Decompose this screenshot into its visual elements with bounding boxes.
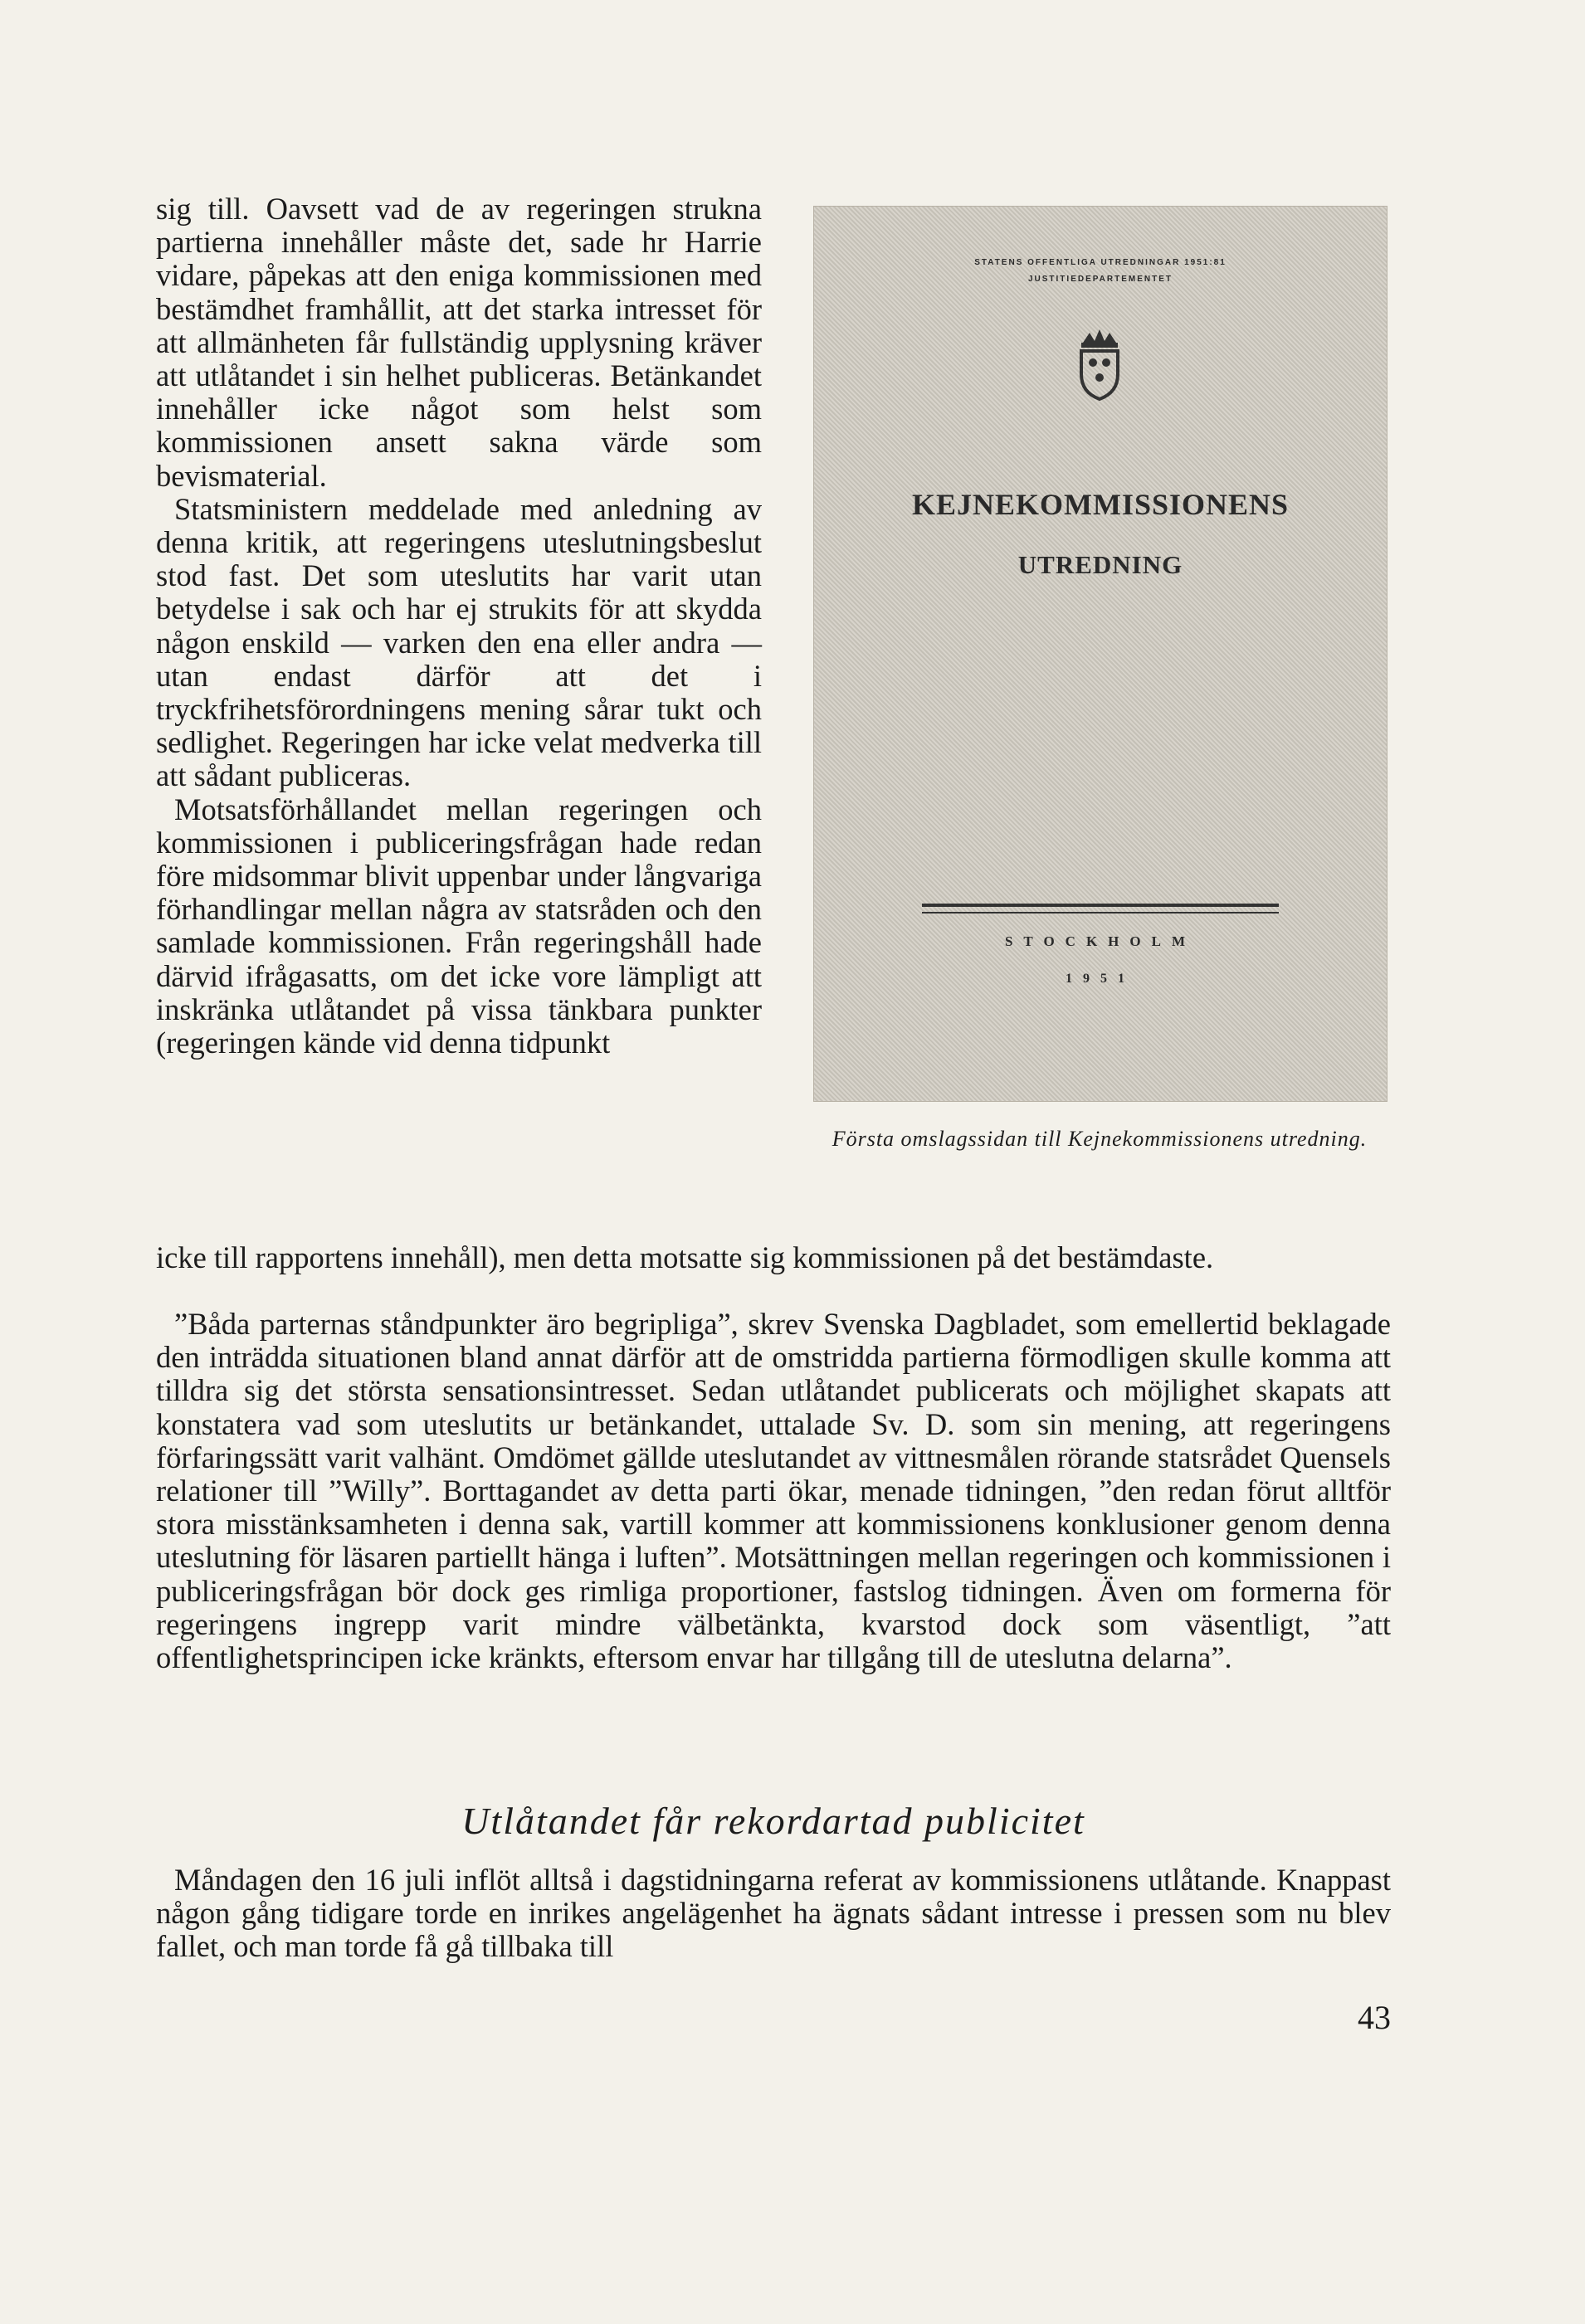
cover-year: 1951 [1066, 972, 1135, 986]
cover-header [814, 255, 1387, 288]
cover-city: STOCKHOLM [1004, 933, 1197, 949]
cover-header-line-1: STATENS OFFENTLIGA UTREDNINGAR 1951:81 [974, 258, 1227, 267]
section-heading: Utlåtandet får rekordartad publicitet [461, 1800, 1085, 1842]
figure-caption: Första omslagssidan till Kejnekommissionens utredning. [832, 1127, 1368, 1151]
paragraph-1: sig till. Oavsett vad de av regeringen strukna partierna innehåller måste det, sade hr Harrie vidare, påpekas att den eniga kommissionen med bestämdhet framhållit, att det starka intresset för att allmänheten får fullständig upplysning kräver att utlåtandet i sin helhet publiceras. Betänkandet innehåller icke något som helst som kommissionen ansett sakna värde som bevismaterial. [156, 192, 762, 493]
page-number: 43 [1358, 1999, 1391, 2036]
paragraph-3: Motsatsförhållandet mellan regeringen och kommissionen i publiceringsfrågan hade redan före midsommar blivit uppenbar under långvariga förhandlingar mellan några av statsråden och den samlade kommissionen. Från regeringshåll hade därvid ifrågasatts, om det icke vore lämpligt att inskränka utlåtandet på vissa tänkbara punkter (regeringen kände vid denna tidpunkt [156, 792, 762, 1060]
paragraph-2: Statsministern meddelade med anledning av denna kritik, att regeringens uteslutningsbeslut stod fast. Det som uteslutits har varit utan betydelse i sak och har ej strukits för att skydda någon enskild — varken den ena eller andra — utan endast därför att det i tryckfrihetsförordningens mening sårar tukt och sedlighet. Regeringen har icke velat medverka till att sådant publiceras. [156, 491, 762, 793]
paragraph-4: ”Båda parternas ståndpunkter äro begripliga”, skrev Svenska Dagbladet, som emellertid beklagade den inträdda situationen bland annat därför att de omstridda partierna förmodligen skulle komma att tilldra sig det största sensationsintresset. Sedan utlåtandet publicerats och möjlighet skapats att konstatera vad som uteslutits ur betänkandet, uttalade Sv. D. som sin mening, att regeringens förfaringssätt varit valhänt. Omdömet gällde uteslutandet av vittnesmålen rörande statsrådet Quensels relationer till ”Willy”. Borttagandet av detta parti ökar, menade tidningen, ”den redan förut alltför stora misstänksamheten i denna sak, vartill kommer att kommissionens konklusioner genom denna uteslutning för läsaren partiellt hänga i luften”. Motsättningen mellan regeringen och kommissionen i publiceringsfrågan bör dock ges rimliga proportioner, fastslog tidningen. Även om formerna för regeringens ingrepp varit mindre välbetänkta, kvarstod dock som väsentligt, ”att offentlighetsprincipen icke kränkts, eftersom envar har tillgång till de uteslutna delarna”. [156, 1307, 1391, 1675]
cover-rule-thin [922, 912, 1279, 914]
cover-subtitle: UTREDNING [1017, 550, 1183, 579]
left-column-text [156, 192, 762, 1060]
cover-rule-thick [922, 904, 1279, 907]
cover-title: KEJNEKOMMISSIONENS [911, 488, 1290, 521]
report-cover-figure [813, 206, 1387, 1102]
paragraph-3-continuation: icke till rapportens innehåll), men detta motsatte sig kommissionen på det bestämdaste. [156, 1240, 1214, 1274]
cover-header-line-2: JUSTITIEDEPARTEMENTET [1027, 275, 1173, 284]
crown-crest-icon [1071, 328, 1128, 402]
paragraph-5: Måndagen den 16 juli inflöt alltså i dagstidningarna referat av kommissionens utlåtande. Knappast någon gång tidigare torde en inrikes angelägenhet ha ägnats sådant intresse i pressen som nu blev fallet, och man torde få gå tillbaka till [156, 1863, 1391, 1964]
